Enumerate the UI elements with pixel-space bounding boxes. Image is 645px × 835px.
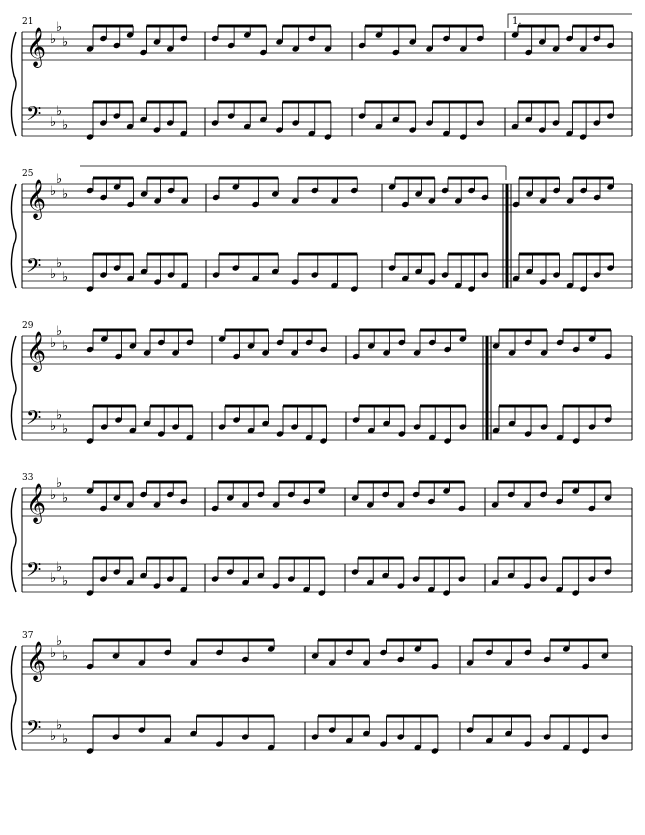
flat-icon: ♭ (62, 270, 69, 285)
flat-icon: ♭ (56, 560, 63, 575)
treble-notes (388, 178, 489, 208)
treble-notes (311, 640, 439, 670)
treble-clef-icon: 𝄞 (26, 483, 47, 523)
treble-notes (352, 330, 467, 360)
treble-notes (466, 640, 609, 670)
flat-icon: ♭ (50, 267, 57, 282)
treble-notes (212, 178, 358, 208)
measure-number: 33 (22, 473, 34, 483)
bass-staff (22, 716, 632, 750)
measure-number: 21 (22, 17, 34, 27)
flat-icon: ♭ (62, 491, 69, 506)
flat-icon: ♭ (56, 408, 63, 423)
treble-clef-icon: 𝄞 (26, 179, 47, 219)
flat-icon: ♭ (50, 646, 57, 661)
flat-icon: ♭ (50, 115, 57, 130)
brace-icon (11, 184, 16, 288)
flat-icon: ♭ (56, 104, 63, 119)
bass-staff (22, 406, 632, 440)
measure-number: 25 (22, 169, 34, 179)
system-5 (11, 631, 632, 755)
system-4 (11, 473, 632, 597)
flat-icon: ♭ (56, 718, 63, 733)
bass-clef-icon: 𝄢 (26, 406, 42, 434)
treble-notes (86, 640, 275, 670)
brace-icon (11, 32, 16, 136)
treble-clef-icon: 𝄞 (26, 27, 47, 67)
brace-icon (11, 488, 16, 592)
flat-icon: ♭ (50, 32, 57, 47)
treble-notes (512, 178, 615, 208)
treble-clef-icon: 𝄞 (26, 331, 47, 371)
flat-icon: ♭ (62, 649, 69, 664)
flat-icon: ♭ (56, 324, 63, 339)
treble-notes (211, 26, 332, 56)
treble-notes (511, 26, 615, 56)
treble-notes (86, 330, 194, 360)
flat-icon: ♭ (62, 422, 69, 437)
bass-clef-icon: 𝄢 (26, 254, 42, 282)
flat-icon: ♭ (56, 20, 63, 35)
brace-icon (11, 646, 16, 750)
volta-label: 1. (512, 16, 522, 27)
flat-icon: ♭ (50, 184, 57, 199)
flat-icon: ♭ (56, 256, 63, 271)
flat-icon: ♭ (50, 571, 57, 586)
treble-notes (86, 178, 189, 208)
treble-notes (86, 482, 188, 512)
flat-icon: ♭ (62, 187, 69, 202)
treble-notes (211, 482, 326, 512)
flat-icon: ♭ (62, 574, 69, 589)
measure-number: 37 (22, 631, 34, 641)
flat-icon: ♭ (50, 488, 57, 503)
bass-clef-icon: 𝄢 (26, 716, 42, 744)
flat-icon: ♭ (62, 339, 69, 354)
bass-clef-icon: 𝄢 (26, 102, 42, 130)
flat-icon: ♭ (50, 336, 57, 351)
flat-icon: ♭ (50, 729, 57, 744)
treble-clef-icon: 𝄞 (26, 641, 47, 681)
flat-icon: ♭ (62, 732, 69, 747)
treble-notes (351, 482, 466, 512)
flat-icon: ♭ (56, 476, 63, 491)
bass-staff (22, 558, 632, 592)
flat-icon: ♭ (62, 118, 69, 133)
flat-icon: ♭ (56, 634, 63, 649)
measure-number: 29 (22, 321, 34, 331)
system-2 (11, 166, 632, 293)
treble-notes (86, 26, 188, 56)
system-1 (11, 14, 632, 141)
system-3 (11, 321, 632, 445)
treble-notes (218, 330, 328, 360)
treble-notes (358, 26, 484, 56)
flat-icon: ♭ (50, 419, 57, 434)
treble-notes (492, 330, 612, 360)
flat-icon: ♭ (62, 35, 69, 50)
treble-notes (491, 482, 612, 512)
brace-icon (11, 336, 16, 440)
bass-clef-icon: 𝄢 (26, 558, 42, 586)
flat-icon: ♭ (56, 172, 63, 187)
